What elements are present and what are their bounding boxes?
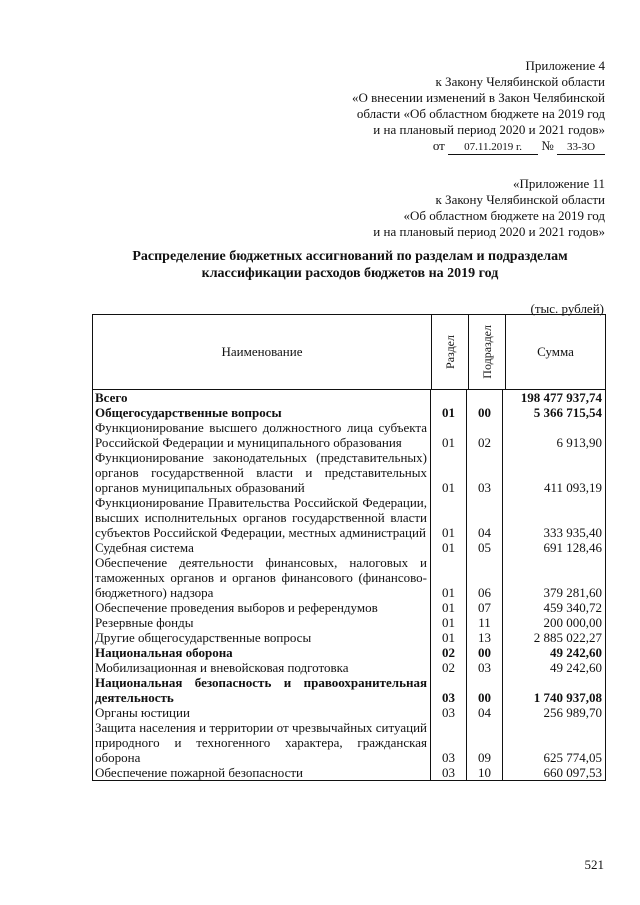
cell-subsection: 02 bbox=[467, 420, 503, 450]
column-header-sum: Сумма bbox=[537, 344, 574, 359]
table-row bbox=[93, 390, 605, 405]
cell-sum: 256 989,70 bbox=[543, 705, 602, 720]
table-row bbox=[93, 720, 605, 765]
cell-section: 01 bbox=[431, 630, 467, 645]
header-line: «Об областном бюджете на 2019 год bbox=[403, 208, 605, 223]
cell-name: Мобилизационная и вневойсковая подготовка bbox=[93, 660, 431, 675]
cell-sum: 660 097,53 bbox=[543, 765, 602, 780]
table-row bbox=[93, 705, 605, 720]
cell-sum: 5 366 715,54 bbox=[533, 405, 602, 420]
cell-section: 03 bbox=[431, 675, 467, 705]
page-number: 521 bbox=[584, 857, 604, 872]
cell-name: Обеспечение проведения выборов и референдумов bbox=[93, 600, 431, 615]
cell-section: 01 bbox=[431, 555, 467, 600]
header-line: «Приложение 11 bbox=[512, 176, 605, 191]
header-line: к Закону Челябинской области bbox=[435, 192, 605, 207]
cell-name: Национальная безопасность и правоохранительная деятельность bbox=[93, 675, 431, 705]
table-body bbox=[92, 390, 606, 781]
law-number: 33-ЗО bbox=[557, 141, 605, 155]
cell-section: 01 bbox=[431, 615, 467, 630]
cell-subsection: 07 bbox=[467, 600, 503, 615]
cell-section: 02 bbox=[431, 660, 467, 675]
table-row bbox=[93, 630, 605, 645]
cell-name: Защита населения и территории от чрезвычайных ситуаций природного и техногенного характера, гражданская оборона bbox=[93, 720, 431, 765]
cell-name: Функционирование высшего должностного лица субъекта Российской Федерации и муниципального образования bbox=[93, 420, 431, 450]
cell-subsection: 00 bbox=[467, 405, 503, 420]
cell-subsection bbox=[467, 390, 503, 405]
cell-name: Резервные фонды bbox=[93, 615, 431, 630]
cell-section: 02 bbox=[431, 645, 467, 660]
header-line: области «Об областном бюджете на 2019 год bbox=[356, 106, 605, 121]
cell-subsection: 04 bbox=[467, 705, 503, 720]
cell-subsection: 06 bbox=[467, 555, 503, 600]
cell-sum: 333 935,40 bbox=[543, 525, 602, 540]
cell-section: 01 bbox=[431, 540, 467, 555]
table-row bbox=[93, 495, 605, 540]
cell-subsection: 10 bbox=[467, 765, 503, 780]
cell-name: Обеспечение деятельности финансовых, налоговых и таможенных органов и органов финансового (финансово-бюджетного) надзора bbox=[93, 555, 431, 600]
document-title: Распределение бюджетных ассигнований по разделам и подразделам классификации расходов бюджетов на 2019 год bbox=[132, 249, 568, 281]
cell-sum: 2 885 022,27 bbox=[533, 630, 602, 645]
cell-name: Национальная оборона bbox=[93, 645, 431, 660]
cell-section: 01 bbox=[431, 600, 467, 615]
cell-name: Другие общегосударственные вопросы bbox=[93, 630, 431, 645]
table-row bbox=[93, 405, 605, 420]
cell-name: Обеспечение пожарной безопасности bbox=[93, 765, 431, 780]
cell-subsection: 05 bbox=[467, 540, 503, 555]
cell-section: 03 bbox=[431, 720, 467, 765]
table-row bbox=[93, 645, 605, 660]
cell-sum: 459 340,72 bbox=[543, 600, 602, 615]
cell-section bbox=[431, 390, 467, 405]
cell-name: Всего bbox=[93, 390, 431, 405]
cell-name: Органы юстиции bbox=[93, 705, 431, 720]
cell-subsection: 03 bbox=[467, 660, 503, 675]
cell-name: Судебная система bbox=[93, 540, 431, 555]
cell-subsection: 00 bbox=[467, 675, 503, 705]
column-header-subsection-label: Подраздел bbox=[479, 325, 494, 379]
date-prefix: от bbox=[432, 138, 445, 153]
cell-section: 03 bbox=[431, 705, 467, 720]
cell-subsection: 00 bbox=[467, 645, 503, 660]
cell-name: Общегосударственные вопросы bbox=[93, 405, 431, 420]
header-line: и на плановый период 2020 и 2021 годов» bbox=[373, 224, 605, 239]
column-header-section bbox=[432, 315, 469, 389]
cell-subsection: 11 bbox=[467, 615, 503, 630]
cell-subsection: 09 bbox=[467, 720, 503, 765]
law-date-number-line bbox=[352, 138, 605, 155]
cell-sum: 691 128,46 bbox=[543, 540, 602, 555]
header-line: и на плановый период 2020 и 2021 годов» bbox=[373, 122, 605, 137]
original-appendix-header bbox=[373, 176, 605, 240]
cell-sum: 379 281,60 bbox=[543, 585, 602, 600]
table-row bbox=[93, 540, 605, 555]
cell-sum: 49 242,60 bbox=[550, 660, 602, 675]
cell-section: 01 bbox=[431, 405, 467, 420]
cell-sum: 1 740 937,08 bbox=[533, 690, 602, 705]
budget-table bbox=[92, 314, 606, 781]
number-prefix: № bbox=[541, 138, 554, 153]
table-row bbox=[93, 765, 605, 780]
cell-section: 01 bbox=[431, 420, 467, 450]
table-header bbox=[92, 314, 606, 390]
column-header-subsection bbox=[469, 315, 506, 389]
cell-subsection: 03 bbox=[467, 450, 503, 495]
column-header-name: Наименование bbox=[93, 315, 432, 389]
cell-name: Функционирование Правительства Российской Федерации, высших исполнительных органов государственной власти субъектов Российской Федерации, местных администраций bbox=[93, 495, 431, 540]
table-row bbox=[93, 615, 605, 630]
table-row bbox=[93, 420, 605, 450]
column-header-section-label: Раздел bbox=[442, 335, 457, 369]
table-row bbox=[93, 600, 605, 615]
unit-label: (тыс. рублей) bbox=[530, 301, 604, 316]
table-row bbox=[93, 555, 605, 600]
cell-subsection: 04 bbox=[467, 495, 503, 540]
header-line: к Закону Челябинской области bbox=[435, 74, 605, 89]
cell-section: 01 bbox=[431, 450, 467, 495]
cell-section: 01 bbox=[431, 495, 467, 540]
cell-sum: 6 913,90 bbox=[556, 435, 602, 450]
cell-sum: 200 000,00 bbox=[543, 615, 602, 630]
law-date: 07.11.2019 г. bbox=[448, 141, 538, 155]
table-row bbox=[93, 660, 605, 675]
table-row bbox=[93, 675, 605, 705]
table-row bbox=[93, 450, 605, 495]
cell-sum: 625 774,05 bbox=[543, 750, 602, 765]
appendix-header bbox=[352, 58, 605, 155]
header-line: Приложение 4 bbox=[525, 58, 605, 73]
cell-sum: 411 093,19 bbox=[543, 480, 602, 495]
cell-name: Функционирование законодательных (представительных) органов государственной власти и представительных органов муниципальных образований bbox=[93, 450, 431, 495]
cell-subsection: 13 bbox=[467, 630, 503, 645]
header-line: «О внесении изменений в Закон Челябинской bbox=[351, 90, 605, 105]
cell-sum: 198 477 937,74 bbox=[520, 390, 602, 405]
cell-section: 03 bbox=[431, 765, 467, 780]
cell-sum: 49 242,60 bbox=[550, 645, 602, 660]
